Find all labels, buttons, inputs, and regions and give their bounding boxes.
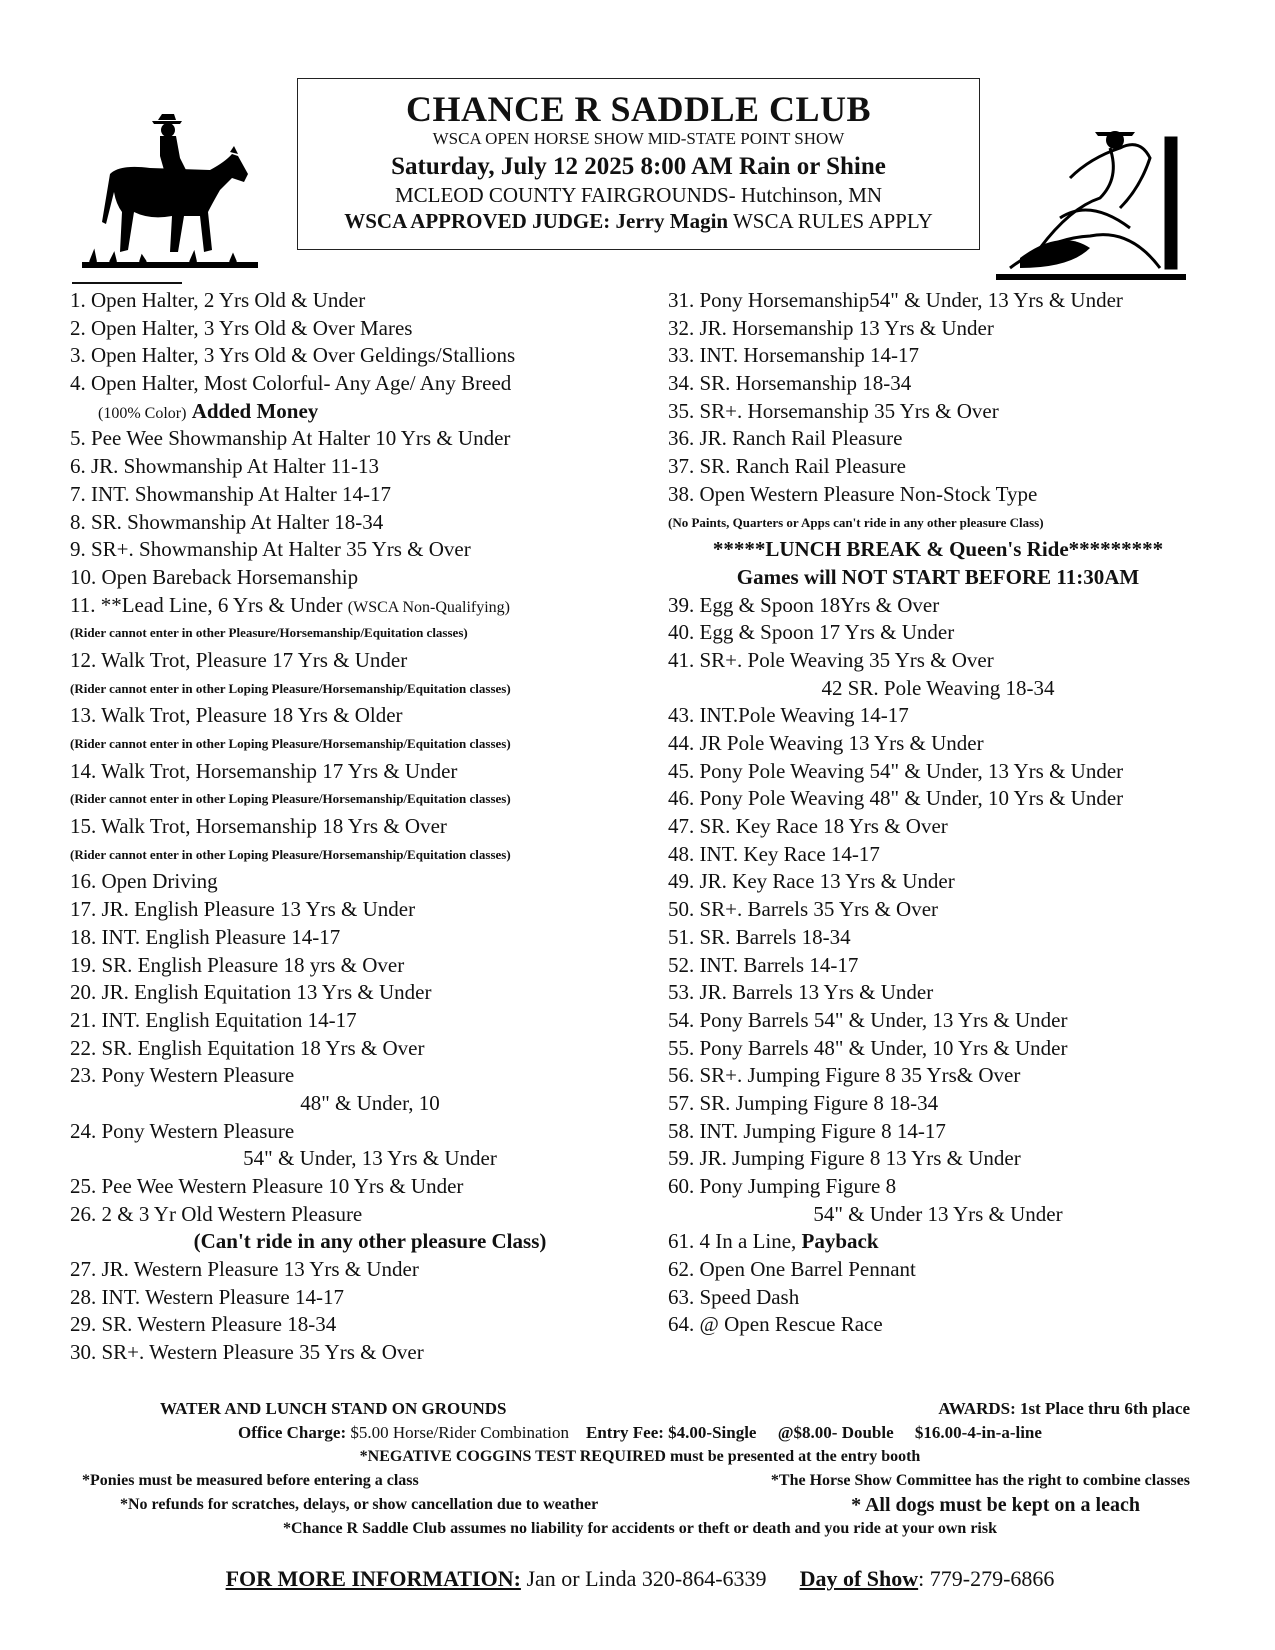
class-label: 44. JR Pole Weaving 13 Yrs & Under bbox=[668, 731, 984, 755]
class-item bbox=[668, 868, 1208, 896]
show-header bbox=[297, 78, 980, 250]
ponies-note: *Ponies must be measured before entering a class bbox=[82, 1472, 419, 1489]
class-item bbox=[668, 1228, 1208, 1256]
barrel-racer-illustration bbox=[990, 118, 1190, 280]
class-label: 53. JR. Barrels 13 Yrs & Under bbox=[668, 980, 934, 1005]
fees-row bbox=[60, 1421, 1220, 1445]
day-of-show-label: Day of Show bbox=[799, 1566, 919, 1591]
class-label: 37. SR. Ranch Rail Pleasure bbox=[668, 454, 906, 479]
class-label: 20. JR. English Equitation 13 Yrs & Under bbox=[70, 980, 432, 1005]
class-label: 51. SR. Barrels 18-34 bbox=[668, 924, 851, 949]
entry-fee-line: $16.00-4-in-a-line bbox=[914, 1423, 1042, 1442]
class-label: 36. JR. Ranch Rail Pleasure bbox=[668, 426, 903, 451]
class-label: 1. Open Halter, 2 Yrs Old & Under bbox=[70, 288, 366, 312]
class-item bbox=[70, 315, 670, 343]
class-item bbox=[668, 370, 1208, 398]
class-label: 57. SR. Jumping Figure 8 18-34 bbox=[668, 1090, 939, 1115]
class-label: 61. 4 In a Line, bbox=[668, 1229, 797, 1254]
entry-fee-double: @$8.00- Double bbox=[777, 1423, 894, 1442]
show-subtitle: WSCA OPEN HORSE SHOW MID-STATE POINT SHOW bbox=[432, 129, 845, 148]
entry-fee-single: $4.00-Single bbox=[668, 1423, 757, 1442]
committee-note: *The Horse Show Committee has the right to combine classes bbox=[770, 1472, 1190, 1489]
class-label: 48. INT. Key Race 14-17 bbox=[668, 841, 880, 866]
class-label: 31. Pony Horsemanship54" & Under, 13 Yrs & Under bbox=[668, 288, 1123, 312]
class-label: 64. @ Open Rescue Race bbox=[668, 1312, 883, 1337]
class-item bbox=[70, 342, 670, 370]
class-item bbox=[70, 647, 670, 675]
class-label: 11. **Lead Line, 6 Yrs & Under bbox=[70, 592, 343, 617]
class-item bbox=[668, 1173, 1208, 1201]
class-item bbox=[70, 398, 670, 426]
class-label: 62. Open One Barrel Pennant bbox=[668, 1257, 916, 1282]
class-label: 7. INT. Showmanship At Halter 14-17 bbox=[70, 481, 391, 506]
class-item bbox=[70, 453, 670, 481]
dogs-note: * All dogs must be kept on a leach bbox=[851, 1494, 1140, 1516]
footer-info bbox=[60, 1397, 1220, 1541]
class-item bbox=[668, 924, 1208, 952]
class-note: (100% Color) bbox=[98, 404, 187, 422]
class-label: 50. SR+. Barrels 35 Yrs & Over bbox=[668, 897, 939, 922]
water-lunch-note: WATER AND LUNCH STAND ON GROUNDS bbox=[160, 1399, 507, 1418]
class-item bbox=[668, 702, 1208, 730]
refunds-note: *No refunds for scratches, delays, or show cancellation due to weather bbox=[120, 1496, 599, 1513]
class-item bbox=[668, 647, 1208, 675]
western-rider-illustration bbox=[80, 112, 260, 270]
class-restriction-note: (Rider cannot enter in other Loping Pleasure/Horsemanship/Equitation classes) bbox=[70, 791, 511, 807]
class-item bbox=[70, 1284, 670, 1312]
class-label: 4. Open Halter, Most Colorful- Any Age/ Any Breed bbox=[70, 371, 512, 396]
class-item bbox=[668, 1284, 1208, 1312]
class-label: 6. JR. Showmanship At Halter 11-13 bbox=[70, 454, 379, 479]
class-label: 41. SR+. Pole Weaving 35 Yrs & Over bbox=[668, 647, 994, 672]
class-item bbox=[668, 398, 1208, 426]
class-item bbox=[70, 1118, 670, 1146]
class-label: 23. Pony Western Pleasure bbox=[70, 1063, 295, 1088]
day-of-show-phone: : 779-279-6866 bbox=[918, 1566, 1055, 1591]
class-label: 21. INT. English Equitation 14-17 bbox=[70, 1007, 357, 1032]
class-item bbox=[70, 1201, 670, 1229]
judge-line bbox=[298, 208, 979, 235]
refunds-row bbox=[60, 1493, 1220, 1517]
class-label: 55. Pony Barrels 48" & Under, 10 Yrs & Under bbox=[668, 1035, 1068, 1060]
class-item bbox=[668, 1062, 1208, 1090]
class-item bbox=[70, 924, 670, 952]
class-item bbox=[668, 287, 1208, 315]
class-list-right bbox=[668, 287, 1208, 1339]
liability-row bbox=[60, 1517, 1220, 1541]
class-item bbox=[668, 592, 1208, 620]
class-item bbox=[70, 813, 670, 841]
class-item bbox=[668, 619, 1208, 647]
class-label: 28. INT. Western Pleasure 14-17 bbox=[70, 1284, 344, 1309]
class-label: 40. Egg & Spoon 17 Yrs & Under bbox=[668, 620, 955, 645]
class-label: 49. JR. Key Race 13 Yrs & Under bbox=[668, 869, 955, 894]
section-note: Games will NOT START BEFORE 11:30AM bbox=[736, 564, 1140, 589]
ponies-row bbox=[60, 1469, 1220, 1493]
class-label: 2. Open Halter, 3 Yrs Old & Over Mares bbox=[70, 315, 413, 340]
class-highlight: Added Money bbox=[191, 398, 319, 423]
class-restriction-note: (Rider cannot enter in other Loping Pleasure/Horsemanship/Equitation classes) bbox=[70, 736, 511, 751]
class-item bbox=[70, 425, 670, 453]
class-label: 54. Pony Barrels 54" & Under, 13 Yrs & Under bbox=[668, 1007, 1068, 1032]
class-continuation: 42 SR. Pole Weaving 18-34 bbox=[821, 675, 1055, 700]
class-item bbox=[70, 1007, 670, 1035]
class-label: 3. Open Halter, 3 Yrs Old & Over Geldings/Stallions bbox=[70, 343, 516, 368]
class-item bbox=[70, 536, 670, 564]
class-highlight: Payback bbox=[801, 1229, 879, 1254]
class-item bbox=[70, 868, 670, 896]
class-label: 13. Walk Trot, Pleasure 18 Yrs & Older bbox=[70, 703, 403, 728]
class-continuation: 54" & Under 13 Yrs & Under bbox=[813, 1201, 1063, 1226]
class-label: 16. Open Driving bbox=[70, 869, 218, 894]
class-restriction-note: (Rider cannot enter in other Loping Pleasure/Horsemanship/Equitation classes) bbox=[70, 846, 511, 862]
coggins-row bbox=[60, 1445, 1220, 1469]
class-label: 25. Pee Wee Western Pleasure 10 Yrs & Under bbox=[70, 1174, 464, 1198]
class-item bbox=[70, 1311, 670, 1339]
class-item bbox=[70, 979, 670, 1007]
class-label: 30. SR+. Western Pleasure 35 Yrs & Over bbox=[70, 1340, 424, 1365]
class-label: 32. JR. Horsemanship 13 Yrs & Under bbox=[668, 315, 994, 340]
footer-row-1 bbox=[60, 1397, 1220, 1421]
class-item bbox=[668, 841, 1208, 869]
class-item bbox=[668, 481, 1208, 509]
class-label: 59. JR. Jumping Figure 8 13 Yrs & Under bbox=[668, 1146, 1021, 1171]
class-label: 56. SR+. Jumping Figure 8 35 Yrs& Over bbox=[668, 1063, 1021, 1088]
class-item bbox=[668, 315, 1208, 343]
class-restriction-note: (Rider cannot enter in other Loping Pleasure/Horsemanship/Equitation classes) bbox=[70, 680, 511, 696]
class-item bbox=[668, 952, 1208, 980]
class-item bbox=[70, 1339, 670, 1367]
class-item bbox=[668, 785, 1208, 813]
class-label: 35. SR+. Horsemanship 35 Yrs & Over bbox=[668, 398, 999, 423]
entry-fee-label: Entry Fee: bbox=[586, 1423, 664, 1442]
coggins-required: *NEGATIVE COGGINS TEST REQUIRED bbox=[359, 1448, 666, 1465]
rules-note: WSCA RULES APPLY bbox=[732, 209, 933, 233]
class-label: 52. INT. Barrels 14-17 bbox=[668, 952, 859, 977]
class-label: 9. SR+. Showmanship At Halter 35 Yrs & Over bbox=[70, 537, 471, 562]
class-item bbox=[70, 592, 670, 620]
class-restriction-note: (Rider cannot enter in other Pleasure/Horsemanship/Equitation classes) bbox=[70, 625, 468, 641]
class-label: 34. SR. Horsemanship 18-34 bbox=[668, 371, 912, 396]
class-item bbox=[668, 1118, 1208, 1146]
contact-info bbox=[60, 1566, 1220, 1592]
coggins-note: must be presented at the entry booth bbox=[669, 1448, 921, 1465]
class-label: 39. Egg & Spoon 18Yrs & Over bbox=[668, 592, 940, 617]
class-item bbox=[668, 1145, 1208, 1173]
class-item bbox=[668, 1256, 1208, 1284]
judge-name: Jerry Magin bbox=[615, 209, 729, 233]
club-title: CHANCE R SADDLE CLUB bbox=[405, 89, 872, 129]
class-label: 43. INT.Pole Weaving 14-17 bbox=[668, 703, 909, 728]
class-label: 46. Pony Pole Weaving 48" & Under, 10 Yrs & Under bbox=[668, 786, 1124, 811]
class-item bbox=[668, 730, 1208, 758]
class-item bbox=[668, 896, 1208, 924]
class-label: 27. JR. Western Pleasure 13 Yrs & Under bbox=[70, 1257, 419, 1282]
class-label: 8. SR. Showmanship At Halter 18-34 bbox=[70, 509, 384, 534]
class-label: 38. Open Western Pleasure Non-Stock Type bbox=[668, 481, 1038, 506]
class-item bbox=[70, 370, 670, 398]
class-label: 15. Walk Trot, Horsemanship 18 Yrs & Over bbox=[70, 814, 447, 839]
office-charge-label: Office Charge: bbox=[238, 1423, 347, 1442]
class-label: 12. Walk Trot, Pleasure 17 Yrs & Under bbox=[70, 647, 408, 672]
class-item bbox=[668, 453, 1208, 481]
class-item bbox=[668, 1007, 1208, 1035]
class-item bbox=[668, 425, 1208, 453]
class-item bbox=[70, 702, 670, 730]
office-charge-value: $5.00 Horse/Rider Combination bbox=[350, 1423, 570, 1442]
divider-line bbox=[72, 282, 182, 284]
class-item bbox=[70, 287, 670, 315]
class-item bbox=[70, 896, 670, 924]
class-label: 5. Pee Wee Showmanship At Halter 10 Yrs & Under bbox=[70, 426, 511, 451]
class-item bbox=[70, 564, 670, 592]
class-label: 10. Open Bareback Horsemanship bbox=[70, 564, 359, 589]
class-label: 60. Pony Jumping Figure 8 bbox=[668, 1174, 897, 1198]
class-item bbox=[70, 758, 670, 786]
class-item bbox=[70, 1256, 670, 1284]
class-label: 33. INT. Horsemanship 14-17 bbox=[668, 343, 919, 368]
judge-label: WSCA APPROVED JUDGE: bbox=[344, 209, 611, 233]
class-item bbox=[668, 979, 1208, 1007]
class-label: 26. 2 & 3 Yr Old Western Pleasure bbox=[70, 1201, 363, 1226]
class-item bbox=[668, 1035, 1208, 1063]
class-note: (WSCA Non-Qualifying) bbox=[347, 598, 510, 616]
class-label: 24. Pony Western Pleasure bbox=[70, 1118, 295, 1143]
class-item bbox=[70, 1062, 670, 1090]
class-item bbox=[668, 342, 1208, 370]
more-info-label: FOR MORE INFORMATION: bbox=[225, 1566, 521, 1591]
liability-note: *Chance R Saddle Club assumes no liability for accidents or theft or death and you ride at your own risk bbox=[283, 1520, 997, 1537]
class-item bbox=[668, 813, 1208, 841]
class-continuation: 54" & Under, 13 Yrs & Under bbox=[243, 1146, 497, 1171]
class-label: 19. SR. English Pleasure 18 yrs & Over bbox=[70, 952, 405, 977]
show-date: Saturday, July 12 2025 8:00 AM Rain or Shine bbox=[391, 153, 886, 180]
class-label: 18. INT. English Pleasure 14-17 bbox=[70, 924, 341, 949]
awards-note: AWARDS: 1st Place thru 6th place bbox=[938, 1399, 1190, 1418]
class-label: 63. Speed Dash bbox=[668, 1284, 800, 1309]
class-list-left bbox=[70, 287, 670, 1367]
class-item bbox=[668, 1090, 1208, 1118]
class-label: 17. JR. English Pleasure 13 Yrs & Under bbox=[70, 897, 416, 922]
class-label: 22. SR. English Equitation 18 Yrs & Over bbox=[70, 1035, 425, 1060]
class-label: 14. Walk Trot, Horsemanship 17 Yrs & Under bbox=[70, 758, 458, 783]
class-item bbox=[70, 1035, 670, 1063]
class-label: 29. SR. Western Pleasure 18-34 bbox=[70, 1312, 337, 1337]
class-item bbox=[70, 952, 670, 980]
class-label: 47. SR. Key Race 18 Yrs & Over bbox=[668, 814, 948, 839]
class-label: 58. INT. Jumping Figure 8 14-17 bbox=[668, 1118, 946, 1143]
class-restriction-note: (No Paints, Quarters or Apps can't ride in any other pleasure Class) bbox=[668, 514, 1044, 530]
show-location: MCLEOD COUNTY FAIRGROUNDS- Hutchinson, MN bbox=[394, 183, 883, 207]
class-item bbox=[70, 1173, 670, 1201]
more-info-contact: Jan or Linda 320-864-6339 bbox=[526, 1566, 767, 1591]
class-continuation: 48" & Under, 10 bbox=[300, 1090, 440, 1115]
class-label: 45. Pony Pole Weaving 54" & Under, 13 Yrs & Under bbox=[668, 758, 1124, 783]
class-item bbox=[668, 758, 1208, 786]
section-note: *****LUNCH BREAK & Queen's Ride********* bbox=[712, 537, 1164, 562]
class-item bbox=[70, 509, 670, 537]
class-item bbox=[668, 1311, 1208, 1339]
class-item bbox=[70, 481, 670, 509]
section-note: (Can't ride in any other pleasure Class) bbox=[193, 1229, 547, 1254]
